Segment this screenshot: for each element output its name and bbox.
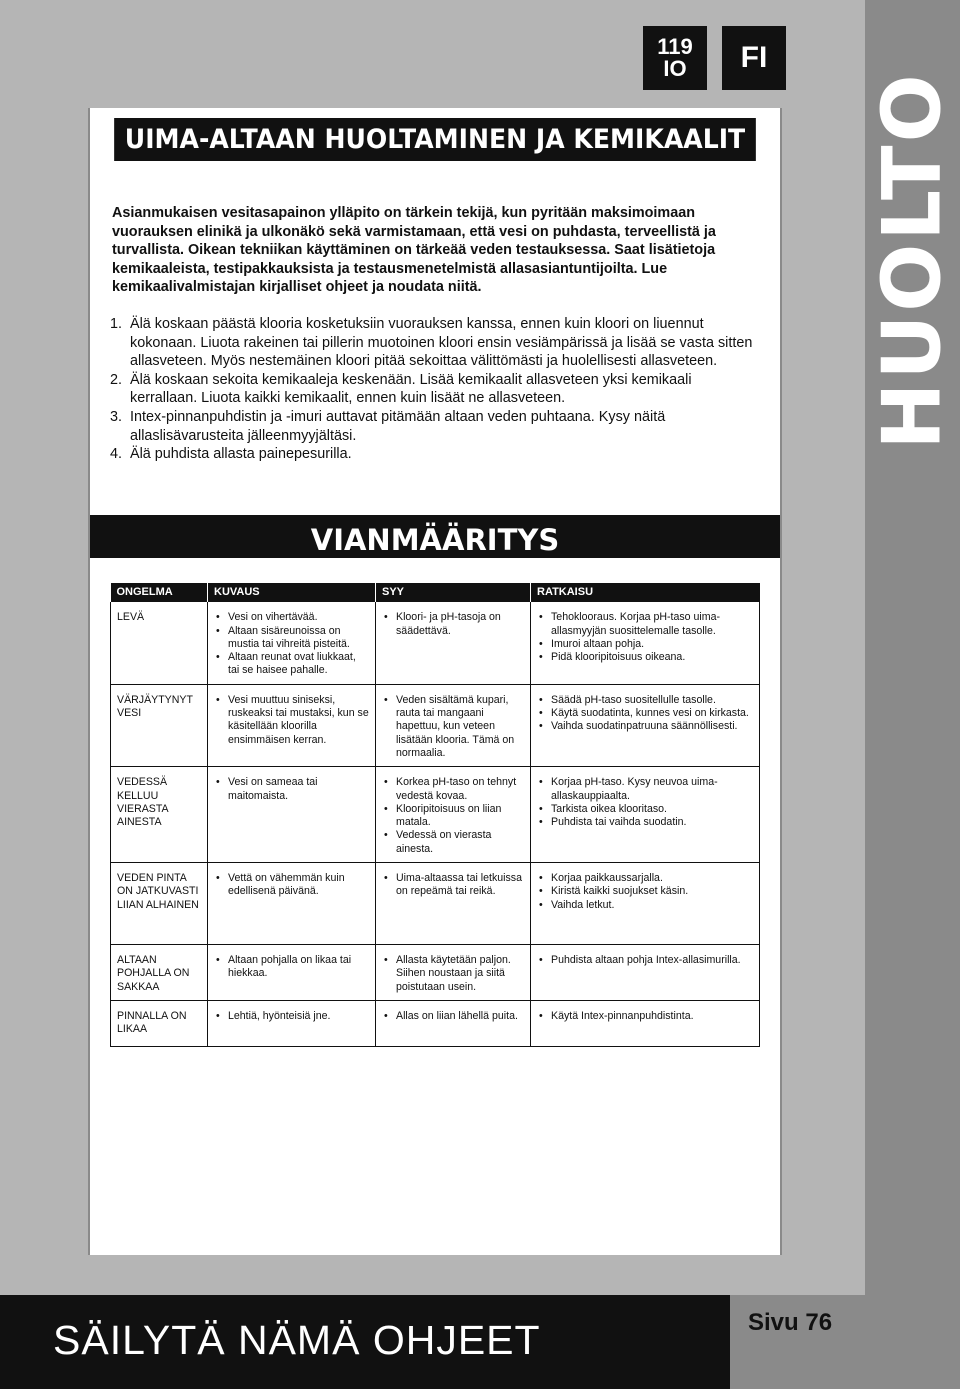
problem-cell: LEVÄ bbox=[111, 602, 208, 684]
rules-list bbox=[110, 315, 760, 464]
intro-paragraph: Asianmukaisen vesitasapainon ylläpito on tärkein tekijä, kun pyritään maksimoimaan vuorauksen elinikä ja ulkonäkö sekä varmistamaan, että vesi on puhdasta, terveellistä ja turvallista. Oikean tekniikan käyttäminen on tärkeää veden testauksessa. Saat lisätietoja kemikaaleista, testipakkauksista ja testausmenetelmistä allasasiantuntijoilta. Lue kemikaalivalmistajan kirjalliset ohjeet ja noudata niitä. bbox=[112, 205, 716, 295]
header-cause: SYY bbox=[376, 583, 531, 602]
footer-banner bbox=[0, 1295, 730, 1389]
description-item: • Vettä on vähemmän kuin edellisenä päivänä. bbox=[214, 872, 369, 899]
solution-cell bbox=[531, 684, 760, 766]
solution-list bbox=[537, 694, 753, 734]
description-item: • Altaan pohjalla on likaa tai hiekkaa. bbox=[214, 954, 369, 981]
header-solution: RATKAISU bbox=[531, 583, 760, 602]
solution-item: • Tehoklooraus. Korjaa pH-taso uima-allasmyyjän suosittelemalle tasolle. bbox=[537, 611, 753, 638]
description-cell bbox=[208, 684, 376, 766]
description-cell bbox=[208, 945, 376, 1001]
rule-text: Älä koskaan päästä klooria kosketuksiin vuorauksen kanssa, ennen kuin kloori on liuennut kokonaan. Liuota rakeinen tai pillerin muotoinen kloori ensin vesiämpärissä ja lisää se vasta sitten allasveteen. Myös nestemäinen kloori pitää sekoittaa välittömästi ja huolellisesti allasveteen. bbox=[130, 316, 753, 370]
section-title-maintenance: UIMA-ALTAAN HUOLTAMINEN JA KEMIKAALIT bbox=[114, 118, 756, 161]
solution-item: • Säädä pH-taso suositellulle tasolle. bbox=[537, 694, 753, 707]
cause-cell bbox=[376, 1001, 531, 1047]
cause-item: • Kloori- ja pH-tasoja on säädettävä. bbox=[382, 611, 524, 638]
description-list bbox=[214, 954, 369, 981]
rule-item bbox=[110, 315, 760, 371]
rule-number: 4. bbox=[110, 446, 123, 463]
table-header-row bbox=[111, 583, 760, 602]
content-panel bbox=[88, 108, 782, 1255]
troubleshooting-table bbox=[110, 583, 760, 1047]
solution-item: • Puhdista tai vaihda suodatin. bbox=[537, 816, 753, 829]
cause-list bbox=[382, 694, 524, 760]
rule-text: Älä koskaan sekoita kemikaaleja keskenään. Lisää kemikaalit allasveteen yksi kemikaali kerrallaan. Liuota kaikki kemikaalit, ennen kuin lisäät ne allasveteen. bbox=[130, 371, 692, 407]
solution-item: • Korjaa pH-taso. Kysy neuvoa uima-allaskauppiaalta. bbox=[537, 776, 753, 803]
language-badge: FI bbox=[722, 26, 786, 90]
description-cell bbox=[208, 767, 376, 863]
cause-list bbox=[382, 1010, 524, 1023]
page-number-box bbox=[730, 1295, 960, 1389]
cause-item: • Korkea pH-taso on tehnyt vedestä kovaa. bbox=[382, 776, 524, 803]
solution-cell bbox=[531, 1001, 760, 1047]
cause-item: • Vedessä on vierasta ainesta. bbox=[382, 829, 524, 856]
description-list bbox=[214, 694, 369, 747]
cause-cell bbox=[376, 863, 531, 945]
cause-cell bbox=[376, 767, 531, 863]
description-cell bbox=[208, 863, 376, 945]
rule-item bbox=[110, 371, 760, 408]
section-title-troubleshooting: VIANMÄÄRITYS bbox=[90, 515, 780, 558]
rule-number: 1. bbox=[110, 316, 123, 332]
description-cell bbox=[208, 1001, 376, 1047]
solution-cell bbox=[531, 602, 760, 684]
solution-list bbox=[537, 776, 753, 829]
model-number: 119 bbox=[657, 34, 693, 59]
model-badge bbox=[643, 26, 707, 90]
solution-item: • Vaihda letkut. bbox=[537, 899, 753, 912]
solution-list bbox=[537, 954, 753, 967]
header-problem: ONGELMA bbox=[111, 583, 208, 602]
cause-list bbox=[382, 954, 524, 994]
problem-cell: VEDEN PINTA ON JATKUVASTI LIIAN ALHAINEN bbox=[111, 863, 208, 945]
rule-text: Älä puhdista allasta painepesurilla. bbox=[130, 446, 352, 463]
rule-text: Intex-pinnanpuhdistin ja -imuri auttavat pitämään altaan veden puhtaana. Kysy näitä allaslisävarusteita jälleenmyyjältäsi. bbox=[130, 408, 666, 444]
cause-cell bbox=[376, 945, 531, 1001]
solution-item: • Kiristä kaikki suojukset käsin. bbox=[537, 885, 753, 898]
solution-list bbox=[537, 1010, 753, 1023]
description-item: • Vesi on sameaa tai maitomaista. bbox=[214, 776, 369, 803]
solution-item: • Puhdista altaan pohja Intex-allasimurilla. bbox=[537, 954, 753, 967]
table-row bbox=[111, 1001, 760, 1047]
problem-cell: ALTAAN POHJALLA ON SAKKAA bbox=[111, 945, 208, 1001]
cause-item: • Klooripitoisuus on liian matala. bbox=[382, 803, 524, 830]
cause-cell bbox=[376, 602, 531, 684]
page-number: Sivu 76 bbox=[748, 1309, 833, 1336]
cause-item: • Allas on liian lähellä puita. bbox=[382, 1010, 524, 1023]
cause-item: • Veden sisältämä kupari, rauta tai mangaani hapettuu, kun veteen lisätään klooria. Tämä on normaalia. bbox=[382, 694, 524, 760]
description-item: • Altaan sisäreunoissa on mustia tai vihreitä pisteitä. bbox=[214, 625, 369, 652]
cause-item: • Allasta käytetään paljon. Siihen noustaan ja siitä poistutaan usein. bbox=[382, 954, 524, 994]
header-description: KUVAUS bbox=[208, 583, 376, 602]
description-list bbox=[214, 1010, 369, 1023]
solution-item: • Imuroi altaan pohja. bbox=[537, 638, 753, 651]
rule-item bbox=[110, 445, 760, 464]
table-row bbox=[111, 684, 760, 766]
solution-cell bbox=[531, 767, 760, 863]
solution-list bbox=[537, 872, 753, 912]
description-list bbox=[214, 776, 369, 803]
description-item: • Vesi muuttuu siniseksi, ruskeaksi tai mustaksi, kun se käsitellään kloorilla ensimmäisen kerran. bbox=[214, 694, 369, 747]
cause-list bbox=[382, 872, 524, 899]
table-row bbox=[111, 863, 760, 945]
cause-list bbox=[382, 611, 524, 638]
table-row bbox=[111, 602, 760, 684]
description-item: • Altaan reunat ovat liukkaat, tai se haisee pahalle. bbox=[214, 651, 369, 678]
cause-cell bbox=[376, 684, 531, 766]
solution-item: • Korjaa paikkaussarjalla. bbox=[537, 872, 753, 885]
solution-item: • Vaihda suodatinpatruuna säännöllisesti. bbox=[537, 720, 753, 733]
footer-title: SÄILYTÄ NÄMÄ OHJEET bbox=[53, 1317, 541, 1363]
solution-item: • Tarkista oikea klooritaso. bbox=[537, 803, 753, 816]
rule-item bbox=[110, 408, 760, 445]
model-suffix: IO bbox=[663, 56, 687, 81]
cause-list bbox=[382, 776, 524, 856]
solution-item: • Pidä klooripitoisuus oikeana. bbox=[537, 651, 753, 664]
table-row bbox=[111, 945, 760, 1001]
problem-cell: VÄRJÄYTYNYT VESI bbox=[111, 684, 208, 766]
description-cell bbox=[208, 602, 376, 684]
description-list bbox=[214, 872, 369, 899]
rule-number: 3. bbox=[110, 408, 123, 425]
solution-item: • Käytä suodatinta, kunnes vesi on kirkasta. bbox=[537, 707, 753, 720]
table-row bbox=[111, 767, 760, 863]
description-list bbox=[214, 611, 369, 677]
solution-list bbox=[537, 611, 753, 664]
solution-item: • Käytä Intex-pinnanpuhdistinta. bbox=[537, 1010, 753, 1023]
problem-cell: PINNALLA ON LIKAA bbox=[111, 1001, 208, 1047]
problem-cell: VEDESSÄ KELLUU VIERASTA AINESTA bbox=[111, 767, 208, 863]
side-title: HUOLTO bbox=[865, 70, 959, 450]
cause-item: • Uima-altaassa tai letkuissa on repeämä tai reikä. bbox=[382, 872, 524, 899]
description-item: • Vesi on vihertävää. bbox=[214, 611, 369, 624]
solution-cell bbox=[531, 863, 760, 945]
rule-number: 2. bbox=[110, 371, 123, 388]
description-item: • Lehtiä, hyönteisiä jne. bbox=[214, 1010, 369, 1023]
solution-cell bbox=[531, 945, 760, 1001]
